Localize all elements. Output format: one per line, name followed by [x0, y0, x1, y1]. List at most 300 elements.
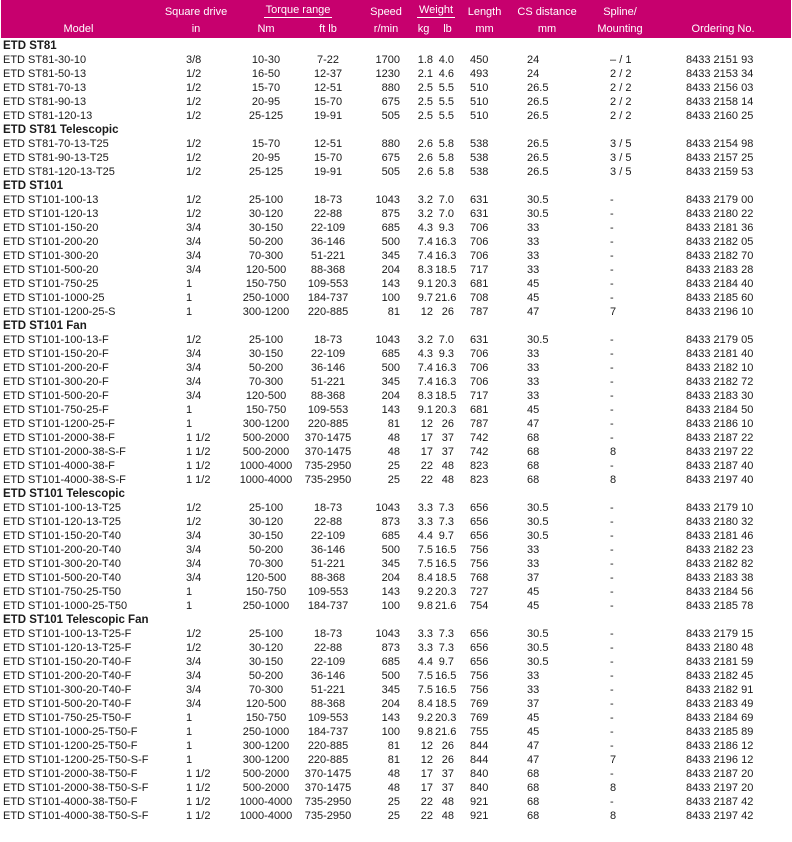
ordering-number-cell: 8433 2179 15 — [686, 627, 754, 640]
torque-nm-cell: 30-150 — [248, 529, 284, 542]
cs-distance-cell: 37 — [527, 571, 540, 584]
cs-distance-cell: 26.5 — [527, 109, 549, 122]
weight-kg-cell: 17 — [420, 781, 434, 794]
ordering-number-cell: 8433 2183 30 — [686, 389, 754, 402]
weight-kg-cell: 12 — [420, 305, 434, 318]
model-cell: ETD ST81-70-13 — [3, 81, 87, 94]
weight-lb-cell: 21.6 — [435, 599, 457, 612]
speed-cell: 880 — [381, 81, 401, 94]
torque-nm-cell: 50-200 — [248, 543, 284, 556]
weight-lb-cell: 5.8 — [438, 165, 455, 178]
torque-ftlb-cell: 370-1475 — [304, 445, 352, 458]
spline-cell: 3 / 5 — [610, 165, 632, 178]
weight-kg-cell: 17 — [420, 767, 434, 780]
length-cell: 769 — [470, 697, 489, 710]
weight-kg-cell: 22 — [420, 809, 434, 822]
spline-cell: - — [610, 389, 614, 402]
torque-nm-cell: 500-2000 — [242, 767, 290, 780]
weight-kg-cell: 7.5 — [417, 683, 434, 696]
weight-kg-cell: 4.3 — [417, 221, 434, 234]
model-cell: ETD ST101-150-20-F — [3, 347, 109, 360]
length-cell: 538 — [470, 137, 489, 150]
torque-ftlb-cell: 220-885 — [307, 753, 349, 766]
weight-kg-cell: 9.1 — [417, 403, 434, 416]
weight-kg-cell: 9.2 — [417, 711, 434, 724]
weight-lb-cell: 7.3 — [438, 515, 455, 528]
torque-nm-cell: 150-750 — [245, 711, 287, 724]
header-weight-kg: kg — [412, 18, 435, 39]
cs-distance-cell: 47 — [527, 417, 540, 430]
table-row — [1, 333, 791, 347]
cs-distance-cell: 30.5 — [527, 641, 549, 654]
ordering-number-cell: 8433 2182 45 — [686, 669, 754, 682]
spline-cell: - — [610, 515, 614, 528]
torque-ftlb-cell: 109-553 — [307, 403, 349, 416]
length-cell: 706 — [470, 361, 489, 374]
ordering-number-cell: 8433 2184 69 — [686, 711, 754, 724]
cs-distance-cell: 47 — [527, 305, 540, 318]
weight-kg-cell: 9.7 — [417, 291, 434, 304]
table-row — [1, 305, 791, 319]
weight-kg-cell: 2.6 — [417, 165, 434, 178]
speed-cell: 25 — [387, 473, 401, 486]
cs-distance-cell: 33 — [527, 669, 540, 682]
torque-ftlb-cell: 15-70 — [313, 151, 343, 164]
torque-nm-cell: 25-100 — [248, 193, 284, 206]
ordering-number-cell: 8433 2197 20 — [686, 781, 754, 794]
section-title: ETD ST101 Fan — [3, 319, 87, 332]
spline-cell: - — [610, 431, 614, 444]
table-row — [1, 361, 791, 375]
model-cell: ETD ST101-750-25 — [3, 277, 99, 290]
square-drive-cell: 3/4 — [186, 669, 202, 682]
model-cell: ETD ST101-500-20-T40 — [3, 571, 121, 584]
square-drive-cell: 3/4 — [186, 557, 202, 570]
spline-cell: - — [610, 529, 614, 542]
header-length: Length — [460, 0, 509, 18]
ordering-number-cell: 8433 2182 05 — [686, 235, 754, 248]
model-cell: ETD ST81-90-13 — [3, 95, 87, 108]
speed-cell: 675 — [381, 151, 401, 164]
weight-kg-cell: 17 — [420, 445, 434, 458]
model-cell: ETD ST101-300-20-T40 — [3, 557, 121, 570]
weight-kg-cell: 2.5 — [417, 109, 434, 122]
weight-lb-cell: 20.3 — [435, 403, 457, 416]
speed-cell: 81 — [387, 753, 401, 766]
cs-distance-cell: 26.5 — [527, 165, 549, 178]
torque-ftlb-cell: 36-146 — [310, 235, 346, 248]
table-row — [1, 291, 791, 305]
section-title: ETD ST101 — [3, 179, 64, 192]
weight-lb-cell: 7.3 — [438, 641, 455, 654]
weight-kg-cell: 3.3 — [417, 641, 434, 654]
table-row — [1, 263, 791, 277]
square-drive-cell: 3/4 — [186, 235, 202, 248]
model-cell: ETD ST101-120-13-T25-F — [3, 641, 132, 654]
table-row — [1, 543, 791, 557]
cs-distance-cell: 30.5 — [527, 207, 549, 220]
table-row — [1, 571, 791, 585]
weight-lb-cell: 7.3 — [438, 627, 455, 640]
length-cell: 717 — [470, 389, 489, 402]
square-drive-cell: 1/2 — [186, 333, 202, 346]
speed-cell: 880 — [381, 137, 401, 150]
ordering-number-cell: 8433 2186 10 — [686, 417, 754, 430]
weight-kg-cell: 9.8 — [417, 599, 434, 612]
length-cell: 840 — [470, 781, 489, 794]
spline-cell: 3 / 5 — [610, 151, 632, 164]
table-row — [1, 697, 791, 711]
weight-lb-cell: 48 — [441, 473, 455, 486]
ordering-number-cell: 8433 2184 40 — [686, 277, 754, 290]
spline-cell: - — [610, 193, 614, 206]
table-row — [1, 81, 791, 95]
speed-cell: 48 — [387, 781, 401, 794]
cs-distance-cell: 33 — [527, 249, 540, 262]
spline-cell: 8 — [610, 473, 617, 486]
torque-nm-cell: 500-2000 — [242, 781, 290, 794]
weight-kg-cell: 2.6 — [417, 151, 434, 164]
speed-cell: 675 — [381, 95, 401, 108]
spline-cell: - — [610, 669, 614, 682]
spline-cell: - — [610, 361, 614, 374]
torque-nm-cell: 300-1200 — [242, 753, 290, 766]
ordering-number-cell: 8433 2187 20 — [686, 767, 754, 780]
weight-lb-cell: 9.3 — [438, 221, 455, 234]
torque-nm-cell: 30-120 — [248, 515, 284, 528]
length-cell: 756 — [470, 669, 489, 682]
square-drive-cell: 1 — [186, 291, 193, 304]
square-drive-cell: 1/2 — [186, 515, 202, 528]
square-drive-cell: 1 1/2 — [186, 445, 211, 458]
table-row — [1, 739, 791, 753]
ordering-number-cell: 8433 2182 91 — [686, 683, 754, 696]
model-cell: ETD ST81-50-13 — [3, 67, 87, 80]
header-ordering-spacer — [655, 0, 791, 18]
square-drive-cell: 1 — [186, 417, 193, 430]
torque-ftlb-cell: 51-221 — [310, 683, 346, 696]
spline-cell: - — [610, 767, 614, 780]
weight-lb-cell: 37 — [441, 781, 455, 794]
weight-kg-cell: 22 — [420, 459, 434, 472]
square-drive-cell: 1 — [186, 753, 193, 766]
length-cell: 706 — [470, 249, 489, 262]
torque-ftlb-cell: 735-2950 — [304, 459, 352, 472]
torque-ftlb-cell: 36-146 — [310, 669, 346, 682]
section-title: ETD ST101 Telescopic Fan — [3, 613, 149, 626]
model-cell: ETD ST101-750-25-T50-F — [3, 711, 132, 724]
spline-cell: - — [610, 221, 614, 234]
cs-distance-cell: 30.5 — [527, 515, 549, 528]
torque-nm-cell: 30-150 — [248, 347, 284, 360]
length-cell: 708 — [470, 291, 489, 304]
torque-nm-cell: 70-300 — [248, 249, 284, 262]
weight-kg-cell: 7.4 — [417, 235, 434, 248]
weight-lb-cell: 16.5 — [435, 669, 457, 682]
weight-lb-cell: 5.5 — [438, 109, 455, 122]
section-title: ETD ST101 Telescopic — [3, 487, 125, 500]
header-spline-sub: Mounting — [585, 18, 655, 39]
ordering-number-cell: 8433 2154 98 — [686, 137, 754, 150]
cs-distance-cell: 37 — [527, 697, 540, 710]
torque-ftlb-cell: 88-368 — [310, 389, 346, 402]
table-row — [1, 389, 791, 403]
torque-ftlb-cell: 18-73 — [313, 333, 343, 346]
speed-cell: 1043 — [375, 333, 401, 346]
weight-lb-cell: 7.3 — [438, 501, 455, 514]
spline-cell: - — [610, 711, 614, 724]
speed-cell: 500 — [381, 361, 401, 374]
ordering-number-cell: 8433 2183 38 — [686, 571, 754, 584]
square-drive-cell: 3/4 — [186, 543, 202, 556]
torque-nm-cell: 120-500 — [245, 571, 287, 584]
ordering-number-cell: 8433 2185 78 — [686, 599, 754, 612]
torque-nm-cell: 70-300 — [248, 375, 284, 388]
weight-lb-cell: 9.7 — [438, 529, 455, 542]
length-cell: 921 — [470, 795, 489, 808]
section-heading-row — [1, 179, 791, 193]
spline-cell: - — [610, 403, 614, 416]
square-drive-cell: 3/4 — [186, 263, 202, 276]
weight-kg-cell: 3.3 — [417, 501, 434, 514]
spline-cell: - — [610, 683, 614, 696]
speed-cell: 143 — [381, 711, 401, 724]
model-cell: ETD ST101-1000-25-T50 — [3, 599, 128, 612]
ordering-number-cell: 8433 2157 25 — [686, 151, 754, 164]
square-drive-cell: 3/4 — [186, 361, 202, 374]
spline-cell: 8 — [610, 809, 617, 822]
spline-cell: 2 / 2 — [610, 95, 632, 108]
table-row — [1, 683, 791, 697]
cs-distance-cell: 26.5 — [527, 151, 549, 164]
table-row — [1, 53, 791, 67]
length-cell: 510 — [470, 81, 489, 94]
spline-cell: - — [610, 501, 614, 514]
speed-cell: 345 — [381, 683, 401, 696]
square-drive-cell: 1/2 — [186, 501, 202, 514]
length-cell: 727 — [470, 585, 489, 598]
length-cell: 656 — [470, 627, 489, 640]
square-drive-cell: 1/2 — [186, 207, 202, 220]
cs-distance-cell: 47 — [527, 739, 540, 752]
speed-cell: 345 — [381, 375, 401, 388]
square-drive-cell: 1/2 — [186, 165, 202, 178]
ordering-number-cell: 8433 2158 14 — [686, 95, 754, 108]
model-cell: ETD ST101-750-25-T50 — [3, 585, 121, 598]
spline-cell: 8 — [610, 445, 617, 458]
weight-kg-cell: 4.4 — [417, 529, 434, 542]
table-row — [1, 753, 791, 767]
square-drive-cell: 1 1/2 — [186, 459, 211, 472]
model-cell: ETD ST101-1200-25-T50-F — [3, 739, 138, 752]
ordering-number-cell: 8433 2185 89 — [686, 725, 754, 738]
spline-cell: - — [610, 641, 614, 654]
model-cell: ETD ST101-500-20 — [3, 263, 99, 276]
cs-distance-cell: 33 — [527, 557, 540, 570]
speed-cell: 48 — [387, 431, 401, 444]
speed-cell: 143 — [381, 403, 401, 416]
ordering-number-cell: 8433 2181 36 — [686, 221, 754, 234]
cs-distance-cell: 24 — [527, 67, 540, 80]
weight-kg-cell: 7.4 — [417, 249, 434, 262]
weight-kg-cell: 22 — [420, 795, 434, 808]
table-row — [1, 459, 791, 473]
weight-lb-cell: 5.8 — [438, 137, 455, 150]
square-drive-cell: 1/2 — [186, 95, 202, 108]
torque-ftlb-cell: 220-885 — [307, 305, 349, 318]
header-spline: Spline/ — [585, 0, 655, 18]
weight-kg-cell: 8.4 — [417, 697, 434, 710]
section-title: ETD ST81 Telescopic — [3, 123, 119, 136]
square-drive-cell: 1 1/2 — [186, 781, 211, 794]
torque-ftlb-cell: 370-1475 — [304, 767, 352, 780]
spline-cell: – / 1 — [610, 53, 632, 66]
model-cell: ETD ST101-2000-38-F — [3, 431, 115, 444]
weight-kg-cell: 17 — [420, 431, 434, 444]
spline-cell: - — [610, 417, 614, 430]
weight-kg-cell: 8.3 — [417, 389, 434, 402]
ordering-number-cell: 8433 2187 40 — [686, 459, 754, 472]
cs-distance-cell: 68 — [527, 809, 540, 822]
speed-cell: 685 — [381, 347, 401, 360]
header-ordering: Ordering No. — [655, 18, 791, 39]
ordering-number-cell: 8433 2159 53 — [686, 165, 754, 178]
spline-cell: 7 — [610, 753, 617, 766]
torque-nm-cell: 25-100 — [248, 627, 284, 640]
spline-cell: - — [610, 249, 614, 262]
weight-kg-cell: 2.6 — [417, 137, 434, 150]
ordering-number-cell: 8433 2182 23 — [686, 543, 754, 556]
spline-cell: 2 / 2 — [610, 67, 632, 80]
square-drive-cell: 3/4 — [186, 529, 202, 542]
weight-kg-cell: 8.3 — [417, 263, 434, 276]
weight-lb-cell: 48 — [441, 459, 455, 472]
model-cell: ETD ST101-300-20-F — [3, 375, 109, 388]
spline-cell: - — [610, 655, 614, 668]
square-drive-cell: 1 — [186, 305, 193, 318]
speed-cell: 48 — [387, 767, 401, 780]
header-weight — [412, 0, 460, 18]
speed-cell: 873 — [381, 641, 401, 654]
ordering-number-cell: 8433 2151 93 — [686, 53, 754, 66]
model-cell: ETD ST101-100-13-F — [3, 333, 109, 346]
torque-ftlb-cell: 220-885 — [307, 417, 349, 430]
spline-cell: - — [610, 263, 614, 276]
cs-distance-cell: 68 — [527, 781, 540, 794]
model-cell: ETD ST101-100-13 — [3, 193, 99, 206]
speed-cell: 25 — [387, 459, 401, 472]
weight-lb-cell: 5.5 — [438, 81, 455, 94]
table-row — [1, 473, 791, 487]
length-cell: 787 — [470, 305, 489, 318]
cs-distance-cell: 45 — [527, 277, 540, 290]
cs-distance-cell: 68 — [527, 795, 540, 808]
spline-cell: - — [610, 277, 614, 290]
cs-distance-cell: 26.5 — [527, 137, 549, 150]
ordering-number-cell: 8433 2180 22 — [686, 207, 754, 220]
ordering-number-cell: 8433 2186 12 — [686, 739, 754, 752]
torque-nm-cell: 1000-4000 — [239, 473, 293, 486]
length-cell: 538 — [470, 165, 489, 178]
cs-distance-cell: 45 — [527, 291, 540, 304]
torque-ftlb-cell: 18-73 — [313, 627, 343, 640]
table-row — [1, 515, 791, 529]
spline-cell: - — [610, 235, 614, 248]
table-row — [1, 445, 791, 459]
square-drive-cell: 3/4 — [186, 683, 202, 696]
speed-cell: 1043 — [375, 193, 401, 206]
cs-distance-cell: 68 — [527, 431, 540, 444]
cs-distance-cell: 33 — [527, 375, 540, 388]
weight-kg-cell: 8.4 — [417, 571, 434, 584]
length-cell: 844 — [470, 753, 489, 766]
spline-cell: - — [610, 375, 614, 388]
header-model: Model — [1, 18, 156, 39]
torque-ftlb-cell: 22-88 — [313, 641, 343, 654]
header-torque-range-label: Torque range — [265, 4, 331, 16]
model-cell: ETD ST81-120-13 — [3, 109, 93, 122]
header-cs-distance-unit: mm — [509, 18, 585, 39]
table-row — [1, 781, 791, 795]
header-torque-nm: Nm — [236, 18, 296, 39]
torque-nm-cell: 50-200 — [248, 235, 284, 248]
torque-nm-cell: 15-70 — [251, 137, 281, 150]
speed-cell: 500 — [381, 669, 401, 682]
header-model-spacer — [1, 0, 156, 18]
length-cell: 921 — [470, 809, 489, 822]
ordering-number-cell: 8433 2181 40 — [686, 347, 754, 360]
speed-cell: 81 — [387, 305, 401, 318]
length-cell: 769 — [470, 711, 489, 724]
square-drive-cell: 1/2 — [186, 193, 202, 206]
cs-distance-cell: 68 — [527, 473, 540, 486]
length-cell: 656 — [470, 641, 489, 654]
square-drive-cell: 1 — [186, 585, 193, 598]
spline-cell: 2 / 2 — [610, 109, 632, 122]
weight-lb-cell: 48 — [441, 795, 455, 808]
weight-kg-cell: 9.8 — [417, 725, 434, 738]
square-drive-cell: 1 — [186, 739, 193, 752]
weight-lb-cell: 7.0 — [438, 193, 455, 206]
weight-kg-cell: 22 — [420, 473, 434, 486]
torque-ftlb-cell: 18-73 — [313, 501, 343, 514]
length-cell: 706 — [470, 235, 489, 248]
ordering-number-cell: 8433 2197 22 — [686, 445, 754, 458]
spline-cell: - — [610, 207, 614, 220]
table-row — [1, 795, 791, 809]
spline-cell: 2 / 2 — [610, 81, 632, 94]
square-drive-cell: 1 1/2 — [186, 809, 211, 822]
torque-ftlb-cell: 184-737 — [307, 291, 349, 304]
table-row — [1, 67, 791, 81]
length-cell: 717 — [470, 263, 489, 276]
weight-kg-cell: 7.4 — [417, 361, 434, 374]
weight-kg-cell: 2.5 — [417, 81, 434, 94]
torque-nm-cell: 20-95 — [251, 151, 281, 164]
square-drive-cell: 1 1/2 — [186, 767, 211, 780]
length-cell: 656 — [470, 655, 489, 668]
torque-nm-cell: 120-500 — [245, 389, 287, 402]
spline-cell: - — [610, 347, 614, 360]
model-cell: ETD ST101-300-20-T40-F — [3, 683, 132, 696]
torque-ftlb-cell: 735-2950 — [304, 473, 352, 486]
speed-cell: 81 — [387, 417, 401, 430]
torque-nm-cell: 250-1000 — [242, 725, 290, 738]
header-length-unit: mm — [460, 18, 509, 39]
square-drive-cell: 1/2 — [186, 81, 202, 94]
weight-kg-cell: 1.8 — [417, 53, 434, 66]
table-row — [1, 347, 791, 361]
